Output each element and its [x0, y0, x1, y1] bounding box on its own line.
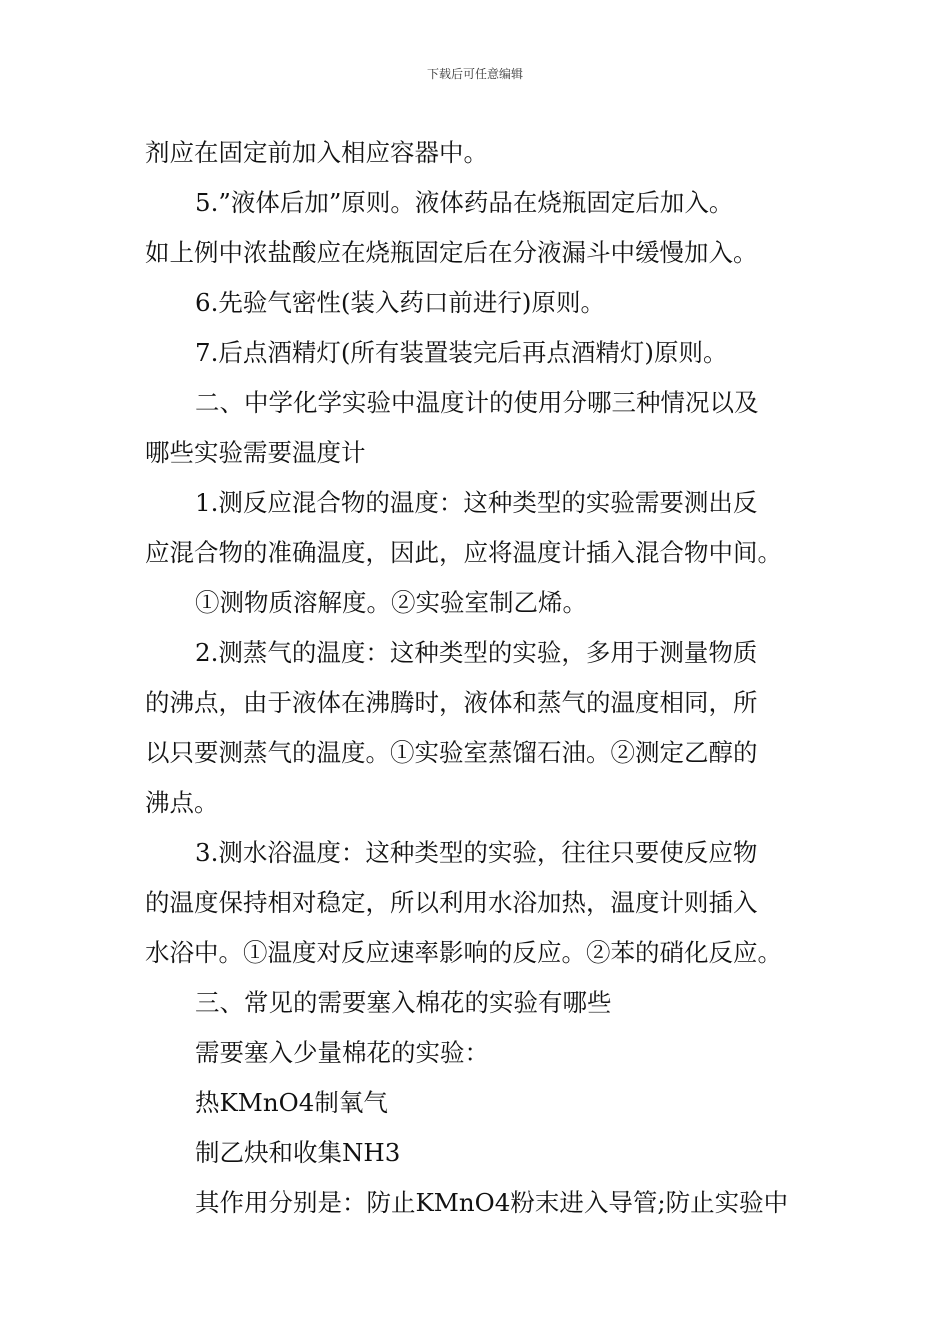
text-line: 沸点。 — [145, 788, 219, 817]
text-line: 应混合物的准确温度，因此，应将温度计插入混合物中间。 — [145, 538, 782, 567]
text-line: 水浴中。①温度对反应速率影响的反应。②苯的硝化反应。 — [145, 938, 782, 967]
section-heading: 二、中学化学实验中温度计的使用分哪三种情况以及 — [195, 388, 759, 417]
page-header: 下载后可任意编辑 — [426, 67, 523, 81]
text-line: 6.先验气密性(装入药口前进行)原则。 — [195, 288, 605, 317]
text-line: 以只要测蒸气的温度。①实验室蒸馏石油。②测定乙醇的 — [145, 738, 758, 767]
text-line: 其作用分别是：防止KMnO4粉末进入导管;防止实验中 — [195, 1188, 789, 1217]
text-line: 2.测蒸气的温度：这种类型的实验，多用于测量物质 — [195, 638, 758, 667]
text-line: 7.后点酒精灯(所有装置装完后再点酒精灯)原则。 — [195, 338, 728, 367]
text-line: 需要塞入少量棉花的实验： — [195, 1038, 489, 1067]
text-line: 3.测水浴温度：这种类型的实验，往往只要使反应物 — [195, 838, 758, 867]
document-body — [145, 128, 809, 1228]
text-line: ①测物质溶解度。②实验室制乙烯。 — [195, 588, 587, 617]
text-line: 的温度保持相对稳定，所以利用水浴加热，温度计则插入 — [145, 888, 758, 917]
text-line: 制乙炔和收集NH3 — [195, 1138, 401, 1167]
text-line: 的沸点，由于液体在沸腾时，液体和蒸气的温度相同，所 — [145, 688, 758, 717]
section-heading: 哪些实验需要温度计 — [145, 438, 366, 467]
text-line: 热KMnO4制氧气 — [195, 1088, 388, 1117]
text-line: 如上例中浓盐酸应在烧瓶固定后在分液漏斗中缓慢加入。 — [145, 238, 758, 267]
text-line: 5.”液体后加”原则。液体药品在烧瓶固定后加入。 — [195, 188, 734, 217]
text-line: 剂应在固定前加入相应容器中。 — [145, 138, 488, 167]
text-line: 1.测反应混合物的温度：这种类型的实验需要测出反 — [195, 488, 758, 517]
section-heading: 三、常见的需要塞入棉花的实验有哪些 — [195, 988, 612, 1017]
